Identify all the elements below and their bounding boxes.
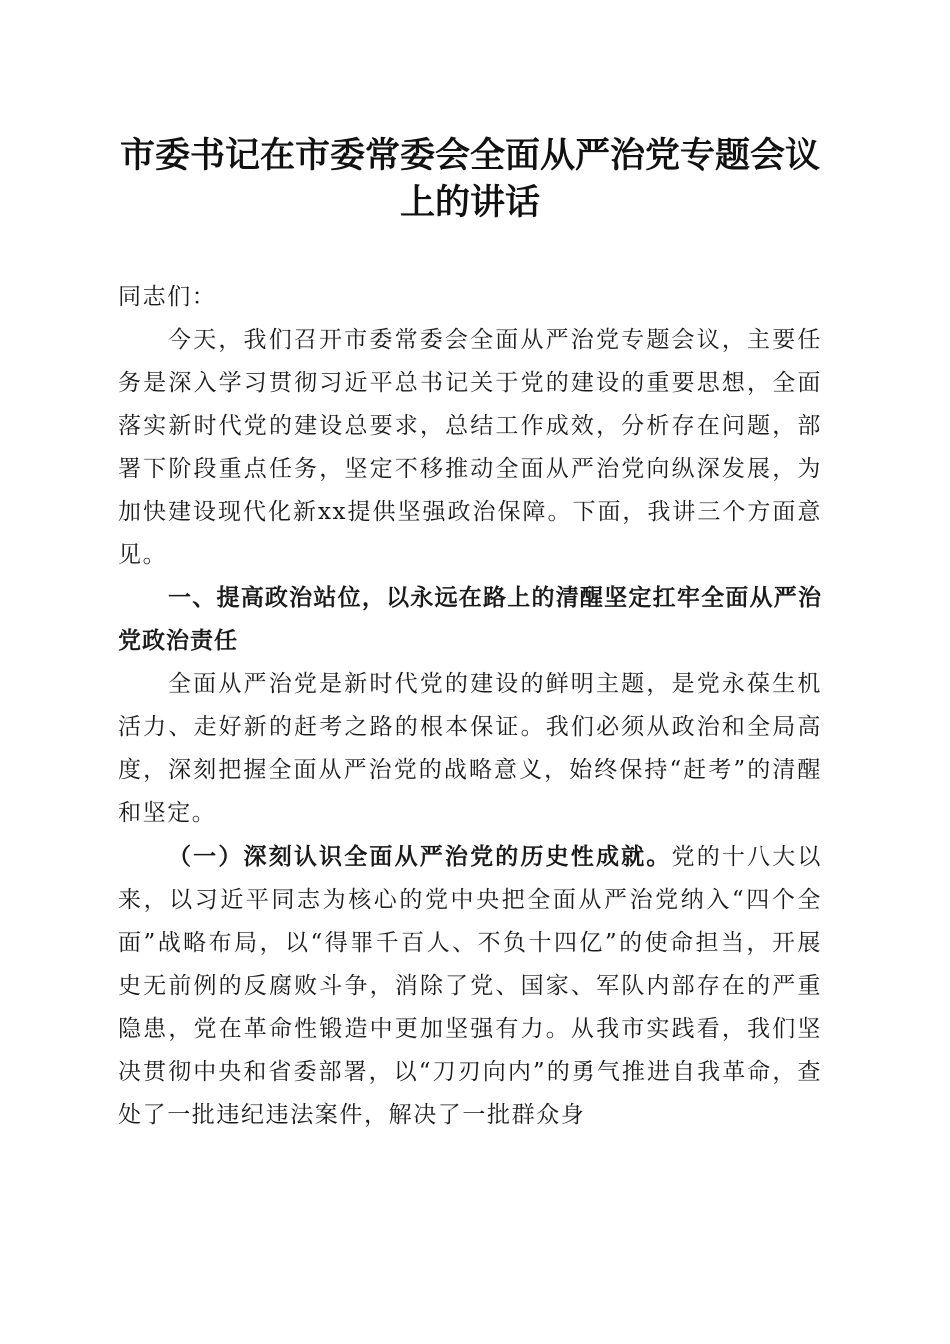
subsection-heading-1: （一）深刻认识全面从严治党的历史性成就。 [168, 843, 672, 870]
document-title [118, 132, 822, 226]
document-body [118, 276, 822, 1137]
paragraph-subsection-1 [118, 835, 822, 1137]
section-heading-1: 一、提高政治站位，以永远在路上的清醒坚定扛牢全面从严治党政治责任 [118, 585, 822, 654]
paragraph-intro: 今天，我们召开市委常委会全面从严治党专题会议，主要任务是深入学习贯彻习近平总书记关于党的建设的重要思想，全面落实新时代党的建设总要求，总结工作成效，分析存在问题，部署下阶段重点任务，坚定不移推动全面从严治党向纵深发展，为加快建设现代化新xx提供坚强政治保障。下面，我讲三个方面意见。 [118, 327, 822, 568]
title-line-1: 市委书记在市委常委会全面从严治党专题会议 [119, 135, 820, 176]
title-line-2: 上的讲话 [399, 182, 540, 223]
salutation: 同志们： [118, 284, 217, 310]
paragraph-section-1: 全面从严治党是新时代党的建设的鲜明主题，是党永葆生机活力、走好新的赶考之路的根本保证。我们必须从政治和全局高度，深刻把握全面从严治党的战略意义，始终保持“赶考”的清醒和坚定。 [118, 671, 822, 826]
subsection-1-text: 党的十八大以来，以习近平同志为核心的党中央把全面从严治党纳入“四个全面”战略布局，以“得罪千百人、不负十四亿”的使命担当，开展史无前例的反腐败斗争，消除了党、国家、军队内部存在的严重隐患，党在革命性锻造中更加坚强有力。从我市实践看，我们坚决贯彻中央和省委部署，以“刀刃向内”的勇气推进自我革命，查处了一批违纪违法案件，解决了一批群众身 [118, 844, 822, 1128]
document-page [118, 132, 822, 1137]
